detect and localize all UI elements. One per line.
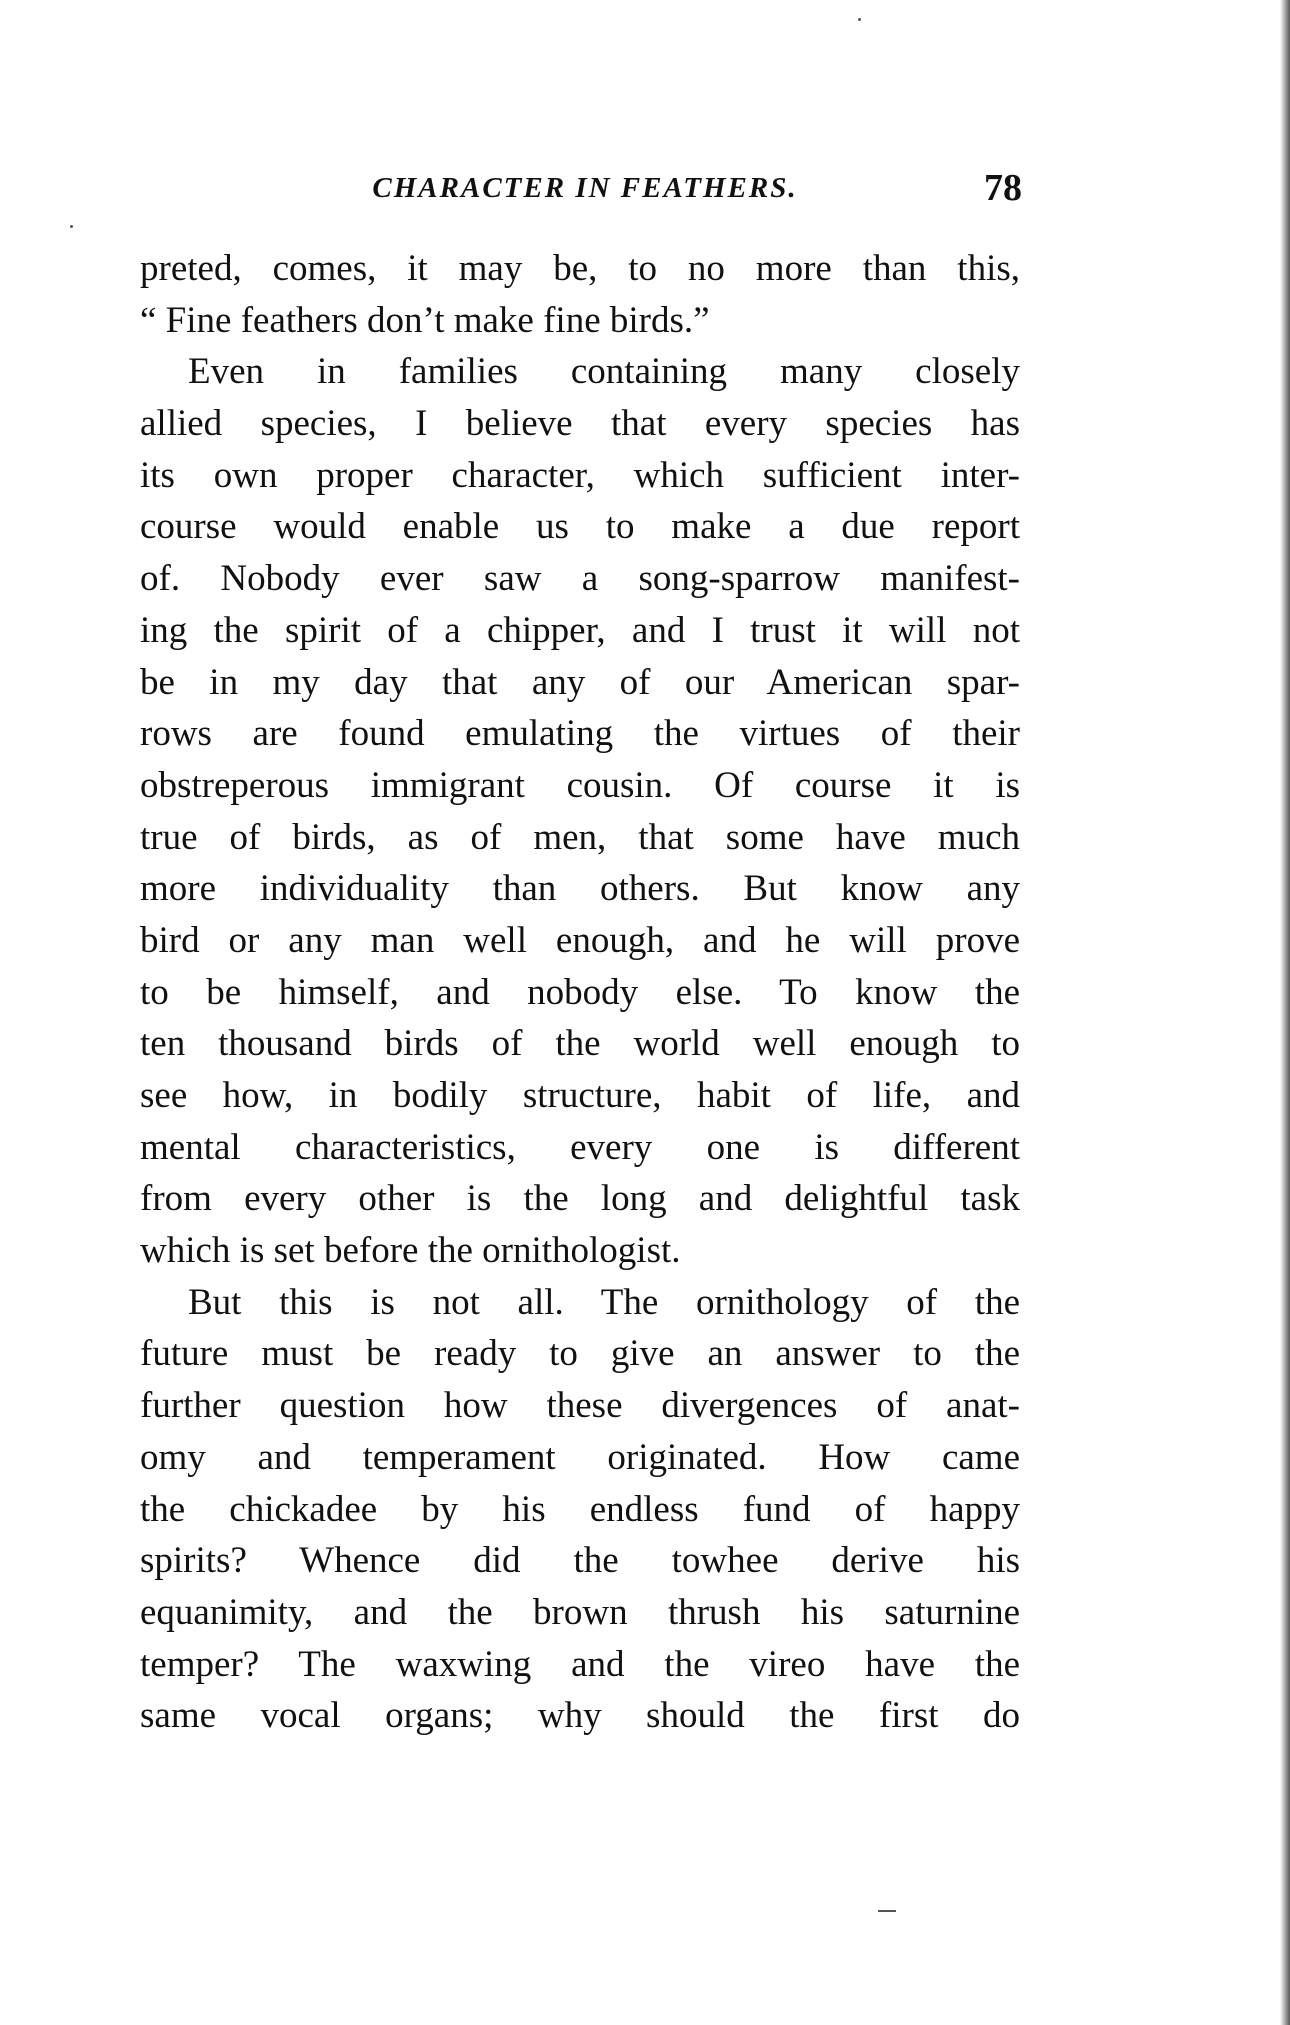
- text-line: obstreperous immigrant cousin. Of course it is: [140, 764, 1020, 806]
- text-line: be in my day that any of our American spar-: [140, 661, 1020, 703]
- text-line: preted, comes, it may be, to no more than this,: [140, 248, 1020, 289]
- text-line: its own proper character, which sufficient inter-: [140, 454, 1020, 496]
- text-line: further question how these divergences of anat-: [140, 1385, 1020, 1427]
- text-line: bird or any man well enough, and he will prove: [140, 919, 1020, 961]
- text-line: “ Fine feathers don’t make fine birds.”: [140, 299, 710, 341]
- text-line: ing the spirit of a chipper, and I trust it will not: [140, 609, 1020, 651]
- paragraph-start-line: But this is not all. The ornithology of the: [188, 1281, 1020, 1323]
- text-line: which is set before the ornithologist.: [140, 1230, 681, 1272]
- text-line: temper? The waxwing and the vireo have the: [140, 1643, 1020, 1685]
- text-line: course would enable us to make a due report: [140, 506, 1020, 548]
- scan-speck: [878, 1910, 896, 1912]
- text-line: omy and temperament originated. How came: [140, 1436, 1020, 1478]
- text-line: see how, in bodily structure, habit of life, and: [140, 1075, 1020, 1116]
- paragraph-start-line: Even in families containing many closely: [188, 351, 1020, 393]
- text-line: the chickadee by his endless fund of happy: [140, 1488, 1020, 1530]
- text-line: spirits? Whence did the towhee derive his: [140, 1540, 1020, 1582]
- page-number: 78: [984, 167, 1022, 209]
- scan-speck: [70, 225, 73, 228]
- text-line: of. Nobody ever saw a song-sparrow manifest-: [140, 558, 1020, 600]
- text-line: equanimity, and the brown thrush his saturnine: [140, 1591, 1020, 1633]
- text-line: ten thousand birds of the world well enough to: [140, 1023, 1020, 1065]
- page-body: [140, 243, 1020, 1742]
- text-line: future must be ready to give an answer to the: [140, 1333, 1020, 1375]
- text-line: rows are found emulating the virtues of their: [140, 713, 1020, 755]
- text-line: same vocal organs; why should the first do: [140, 1695, 1020, 1737]
- text-line: true of birds, as of men, that some have much: [140, 816, 1020, 858]
- text-line: from every other is the long and delightful task: [140, 1178, 1020, 1220]
- scan-speck: [858, 18, 861, 21]
- text-line: allied species, I believe that every species has: [140, 403, 1020, 445]
- scan-edge-shadow: [1280, 0, 1290, 2025]
- text-line: to be himself, and nobody else. To know the: [140, 971, 1020, 1013]
- text-line: mental characteristics, every one is different: [140, 1126, 1020, 1168]
- text-line: more individuality than others. But know any: [140, 868, 1020, 910]
- running-header: CHARACTER IN FEATHERS.: [372, 172, 798, 204]
